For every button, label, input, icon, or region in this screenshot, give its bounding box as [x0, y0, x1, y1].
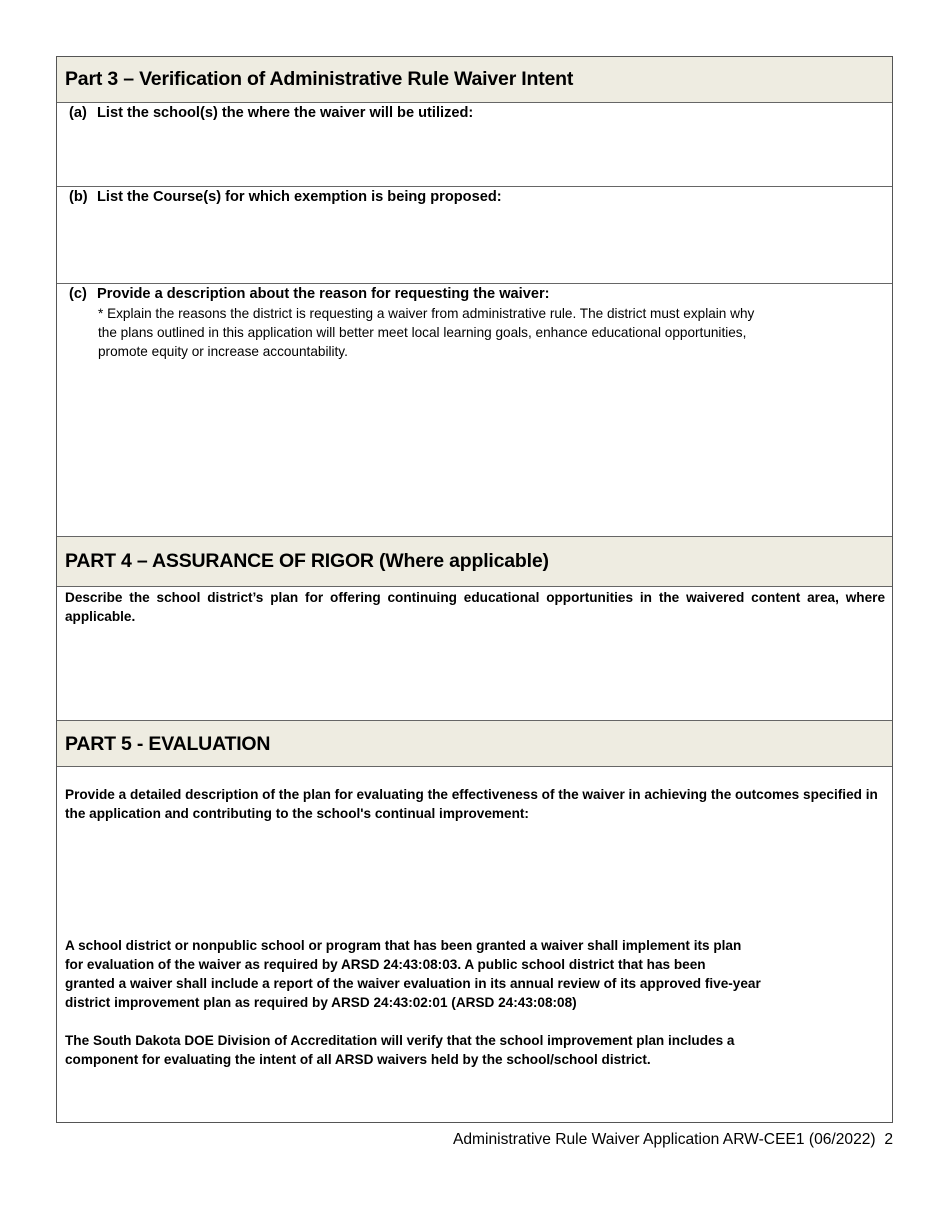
part3-c-note-line: * Explain the reasons the district is requesting a waiver from administrative rule. The district must explain why — [98, 306, 755, 321]
part5-verify-line: The South Dakota DOE Division of Accreditation will verify that the school improvement plan includes a — [65, 1033, 735, 1048]
footer-form-id: Administrative Rule Waiver Application ARW-CEE1 (06/2022) — [452, 1131, 876, 1148]
part3-b-text: List the Course(s) for which exemption is being proposed: — [97, 189, 502, 205]
part3-c-field[interactable] — [57, 284, 892, 537]
part4-header — [57, 537, 892, 587]
part5-header — [57, 721, 892, 767]
part5-verify-line: component for evaluating the intent of all ARSD waivers held by the school/school district. — [65, 1052, 651, 1067]
part3-a-text: List the school(s) the where the waiver will be utilized: — [97, 105, 474, 121]
part4-field[interactable] — [57, 587, 892, 721]
page-footer — [453, 1131, 893, 1149]
part4-title: PART 4 – ASSURANCE OF RIGOR (Where applicable) — [65, 550, 549, 572]
part5-description — [65, 785, 878, 823]
part3-a-field[interactable] — [57, 103, 892, 187]
part3-c-label: (c) — [69, 286, 87, 302]
part5-description-line: Provide a detailed description of the plan for evaluating the effectiveness of the waiver in achieving the outcomes specified in — [65, 787, 878, 802]
part5-verify-text — [65, 1031, 734, 1069]
part3-c-question — [69, 286, 550, 302]
part5-rule-line: for evaluation of the waiver as required by ARSD 24:43:08:03. A public school district that has been — [65, 957, 706, 972]
waiver-form — [56, 56, 893, 1123]
part3-c-note — [98, 304, 818, 361]
part5-description-line: the application and contributing to the school's continual improvement: — [65, 806, 529, 821]
part3-c-note-line: promote equity or increase accountability. — [98, 344, 348, 359]
part3-a-question — [69, 105, 473, 121]
part5-rule-line: granted a waiver shall include a report of the waiver evaluation in its annual review of its approved five-year — [65, 976, 761, 991]
part3-c-note-line: the plans outlined in this application will better meet local learning goals, enhance educational opportunities, — [98, 325, 747, 340]
page-number: 2 — [884, 1131, 893, 1148]
part3-c-text: Provide a description about the reason for requesting the waiver: — [97, 286, 550, 302]
part3-b-field[interactable] — [57, 187, 892, 284]
part3-b-question — [69, 189, 502, 205]
part5-rule-line: district improvement plan as required by ARSD 24:43:02:01 (ARSD 24:43:08:08) — [65, 995, 577, 1010]
part3-header — [57, 57, 892, 103]
part5-rule-text — [65, 936, 761, 1012]
part3-a-label: (a) — [69, 105, 87, 121]
part3-title: Part 3 – Verification of Administrative Rule Waiver Intent — [65, 68, 574, 90]
part5-field[interactable] — [57, 767, 892, 1124]
part5-rule-line: A school district or nonpublic school or program that has been granted a waiver shall implement its plan — [65, 938, 742, 953]
part3-b-label: (b) — [69, 189, 88, 205]
part4-description: Describe the school district’s plan for offering continuing educational opportunities in the waivered content area, where applicable. — [65, 590, 885, 624]
part5-title: PART 5 - EVALUATION — [65, 733, 271, 755]
